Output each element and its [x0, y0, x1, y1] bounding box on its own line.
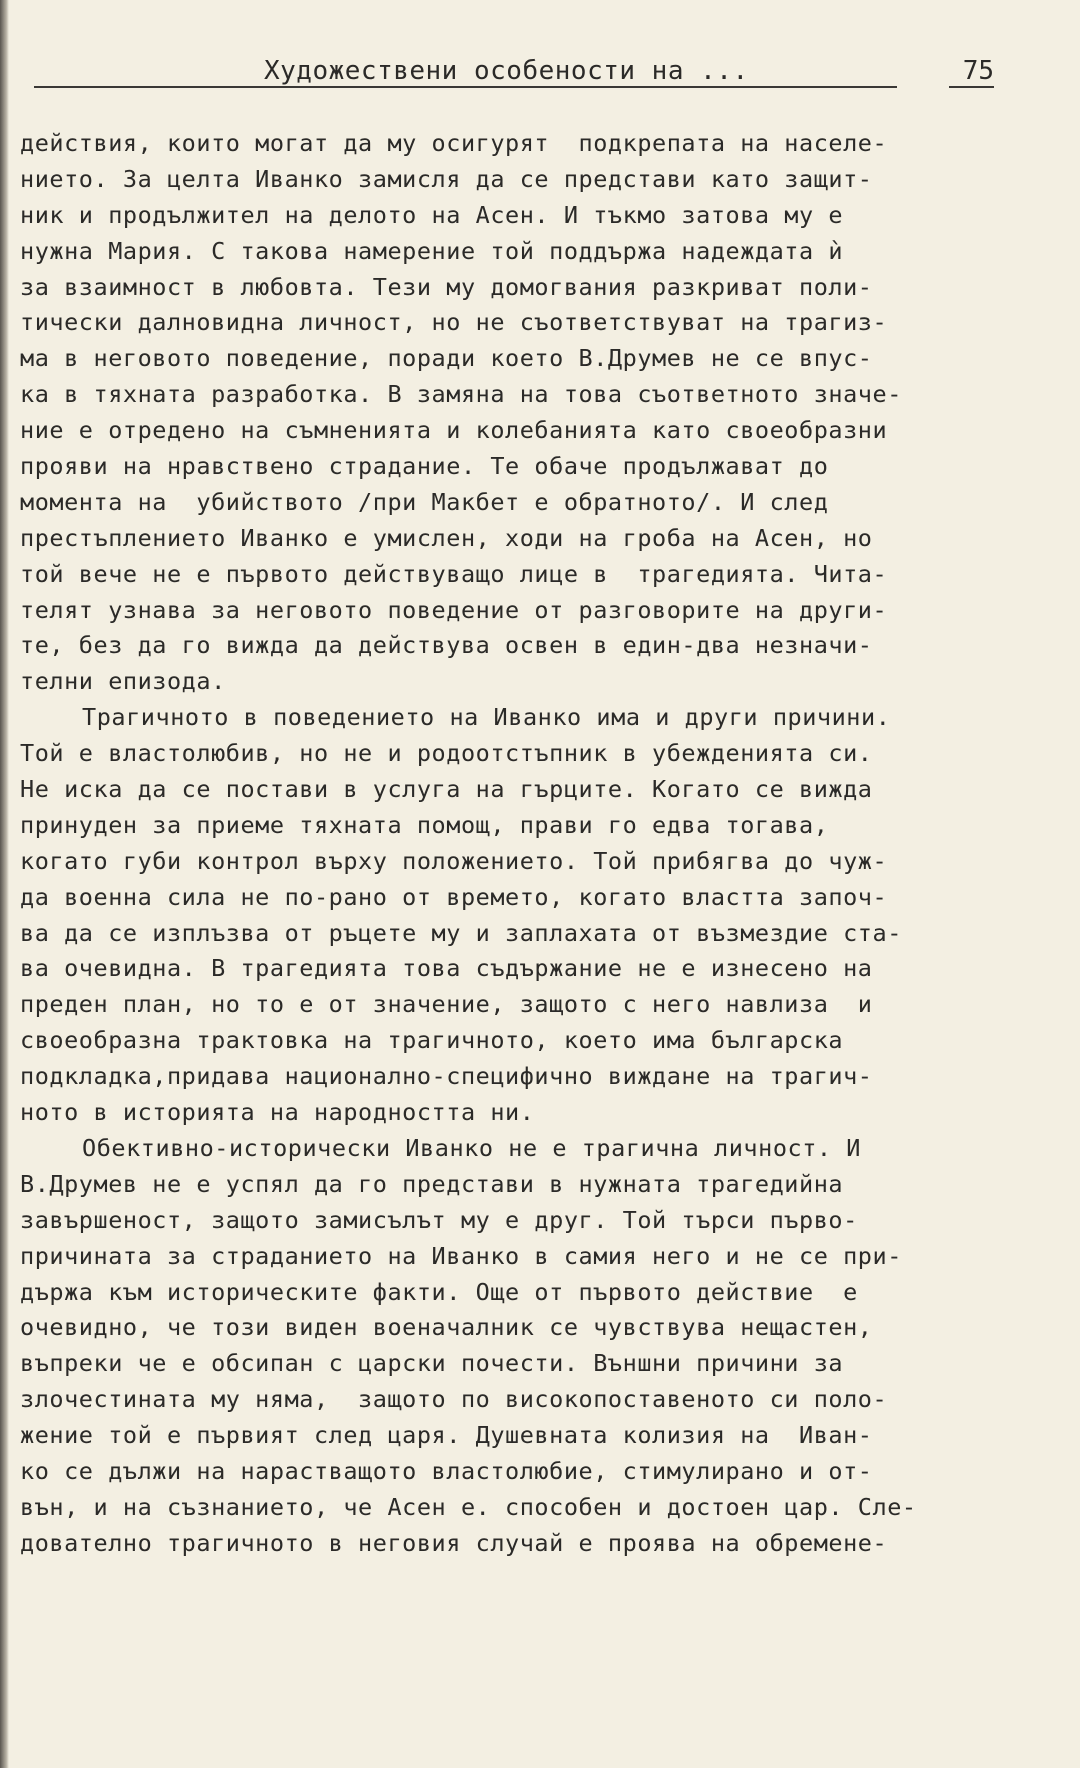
- text-line: Той е властолюбив, но не и родоотстъпник в убежденията си.: [20, 739, 873, 768]
- text-line: въпреки че е обсипан с царски почести. Външни причини за: [20, 1349, 844, 1378]
- text-line: телят узнава за неговото поведение от разговорите на други-: [20, 595, 888, 624]
- text-line: телни епизода.: [20, 667, 226, 696]
- text-line: действия, които могат да му осигурят подкрепата на населе-: [20, 129, 888, 157]
- text-line: злочестината му няма, защото по високопоставеното си поло-: [20, 1385, 888, 1414]
- text-line: прояви на нравствено страдание. Те обаче продължават до: [20, 452, 829, 481]
- text-line: принуден за приеме тяхната помощ, прави го едва тогава,: [20, 810, 829, 839]
- text-line: завършеност, защото замисълът му е друг. Той търси първо-: [20, 1205, 858, 1234]
- body-text: [20, 126, 1025, 1562]
- text-line: тически далновидна личност, но не съответствуват на трагиз-: [20, 308, 888, 337]
- text-line: дователно трагичното в неговия случай е проява на обремене-: [20, 1528, 888, 1557]
- header-rule-page: [949, 86, 994, 88]
- text-line: очевидно, че този виден военачалник се чувствува нещастен,: [20, 1313, 873, 1342]
- text-line: нужна Мария. С такова намерение той поддържа надеждата ѝ: [20, 236, 844, 265]
- header-rule: [34, 86, 897, 88]
- text-line: ник и продължител на делото на Асен. И тъкмо затова му е: [20, 200, 844, 229]
- running-header-title: Художествени особености на ...: [264, 56, 749, 86]
- text-line: причината за страданието на Иванко в самия него и не се при-: [20, 1241, 902, 1270]
- text-line: да военна сила не по-рано от времето, когато властта започ-: [20, 882, 888, 911]
- text-line: своеобразна трактовка на трагичното, което има българска: [20, 1026, 844, 1055]
- text-line: подкладка,придава национално-специфично виждане на трагич-: [20, 1062, 873, 1091]
- text-line: нието. За целта Иванко замисля да се представи като защит-: [20, 164, 873, 193]
- text-line: жение той е първият след царя. Душевната колизия на Иван-: [20, 1421, 873, 1450]
- text-line: В.Друмев не е успял да го представи в нужната трагедийна: [20, 1169, 844, 1198]
- text-line: престъплението Иванко е умислен, ходи на гроба на Асен, но: [20, 523, 873, 552]
- text-line: ма в неговото поведение, поради което В.Друмев не се впус-: [20, 344, 873, 373]
- text-line: ва очевидна. В трагедията това съдържание не е изнесено на: [20, 954, 873, 983]
- text-line: ние е отредено на съмненията и колебанията като своеобразни: [20, 416, 888, 445]
- text-line: преден план, но то е от значение, защото с него навлиза и: [20, 990, 873, 1019]
- text-line: ко се дължи на нарастващото властолюбие, стимулирано и от-: [20, 1456, 873, 1485]
- paragraph-first-line: Трагичното в поведението на Иванко има и други причини.: [82, 703, 891, 732]
- paragraph-first-line: Обективно-исторически Иванко не е трагична личност. И: [82, 1133, 862, 1162]
- text-line: ното в историята на народността ни.: [20, 1098, 535, 1127]
- text-line: когато губи контрол върху положението. Той прибягва до чуж-: [20, 846, 888, 875]
- text-line: момента на убийството /при Макбет е обратното/. И след: [20, 487, 829, 516]
- text-line: ва да се изплъзва от ръцете му и заплахата от възмездие ста-: [20, 918, 902, 947]
- text-line: държа към историческите факти. Още от първото действие е: [20, 1277, 858, 1306]
- text-line: те, без да го вижда да действува освен в един-два незначи-: [20, 631, 873, 660]
- text-line: за взаимност в любовта. Тези му домогвания разкриват поли-: [20, 272, 873, 301]
- text-line: вън, и на съзнанието, че Асен е. способен и достоен цар. Сле-: [20, 1492, 917, 1521]
- text-line: Не иска да се постави в услуга на гърците. Когато се вижда: [20, 775, 873, 804]
- text-line: ка в тяхната разработка. В замяна на това съответното значе-: [20, 380, 902, 409]
- text-line: той вече не е първото действуващо лице в трагедията. Чита-: [20, 559, 888, 588]
- running-header: [34, 50, 994, 90]
- page-number: 75: [962, 56, 994, 86]
